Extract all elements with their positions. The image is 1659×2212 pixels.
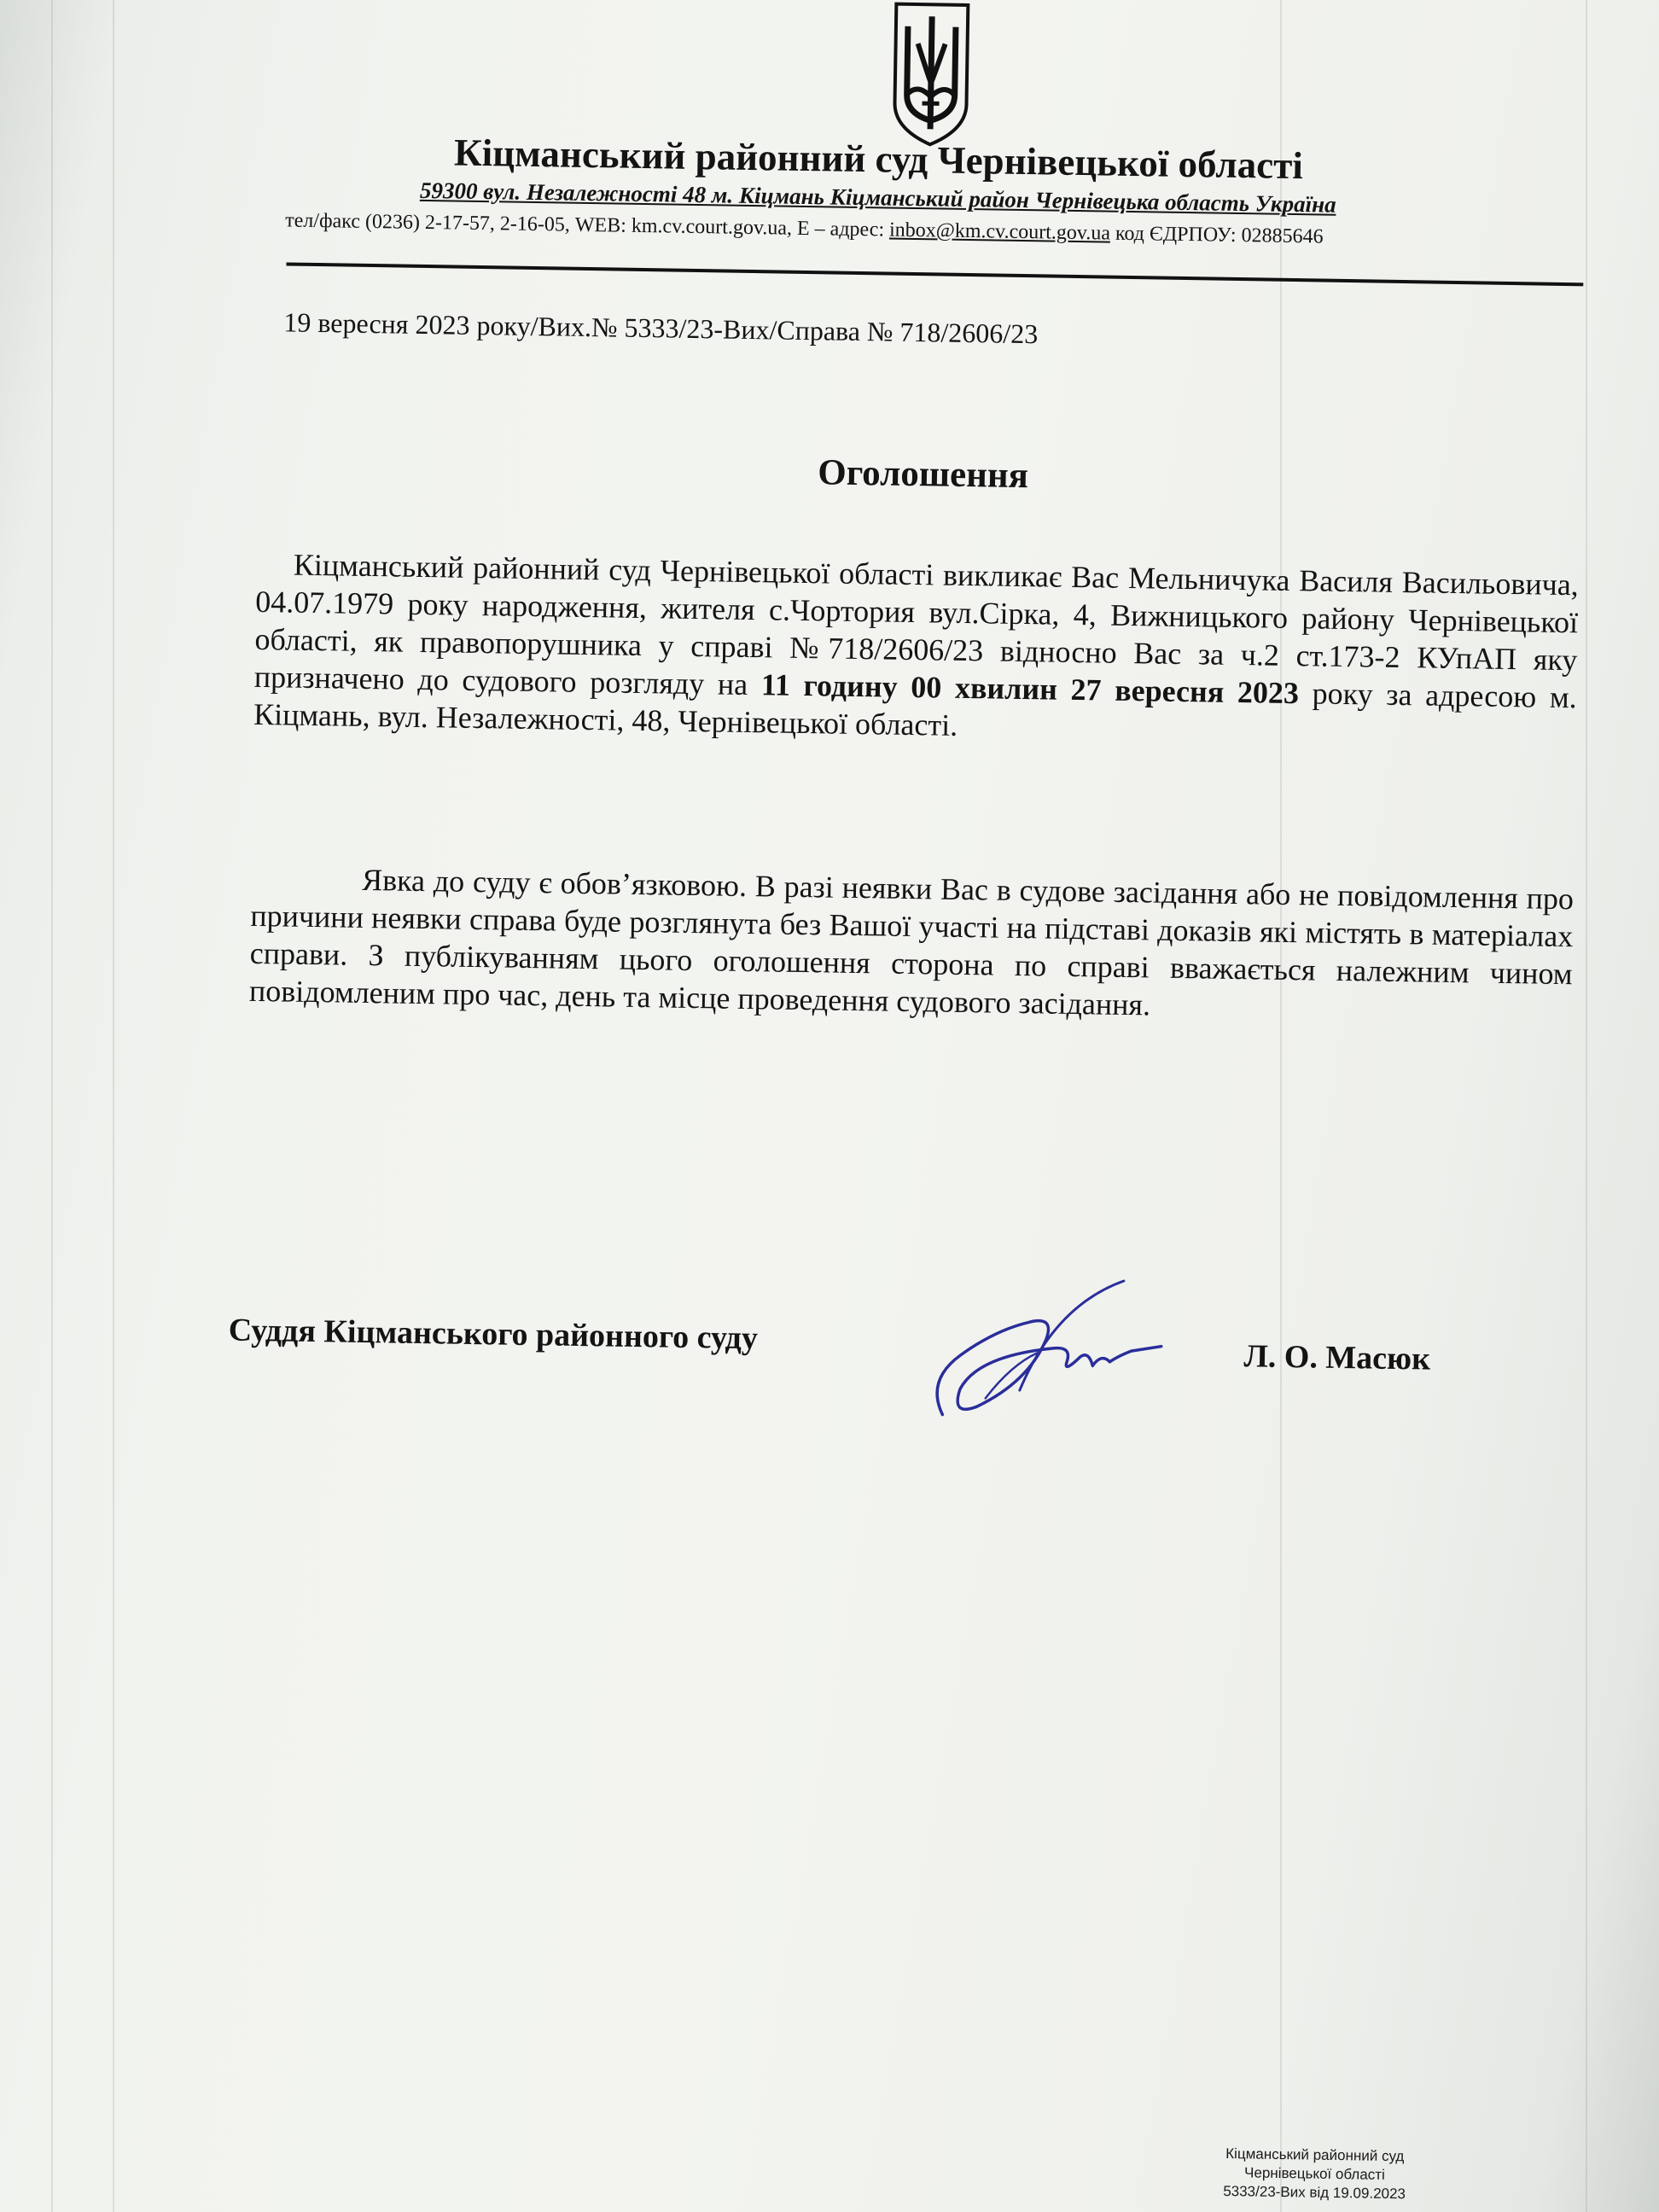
header-divider [286, 262, 1583, 286]
paragraph-text-end: року за адресою м. Кіцмань, вул. Незалежності, 48, Чернівецької області. [253, 676, 1578, 742]
email-link[interactable]: inbox@km.cv.court.gov.ua [888, 218, 1111, 245]
judge-title: Суддя Кіцманського районного суду [228, 1312, 759, 1357]
contacts-text: тел/факс (0236) 2-17-57, 2-16-05, WEB: km.cv.court.gov.ua, E – адрес: [285, 209, 890, 242]
coat-of-arms-icon [891, 1, 972, 148]
paragraph-text: Явка до суду є обов’язковою. В разі неявки Вас в судове засідання або не повідомлення про причини неявки справа буде розглянута без Вашої участі на підставі доказів які містять в матеріалах справи. З публікуванням цього оголошення сторона по справі вважається належним чином повідомленим про час, день та місце проведення судового засідання. [248, 862, 1575, 1022]
stamp-line: 5333/23-Вих від 19.09.2023 [1223, 2182, 1406, 2203]
document-heading: Оголошення [818, 452, 1029, 497]
registration-stamp [1161, 2144, 1469, 2205]
judge-name: Л. О. Масюк [1243, 1338, 1431, 1377]
stamp-line: Кіцманський районний суд [1225, 2145, 1405, 2165]
outgoing-reference: 19 вересня 2023 року/Вих.№ 5333/23-Вих/Справа № 718/2606/23 [283, 306, 1039, 350]
edrpou-code: код ЄДРПОУ: 02885646 [1109, 222, 1324, 248]
handwritten-signature [925, 1269, 1167, 1443]
paragraph-text: Кіцманський районний суд Чернівецької області викликає Вас Мельничука Василя Васильовича, 04.07.1979 року народження, жителя с.Чортория вул.Сірка, 4, Вижницького району Чернівецької області, як правопорушника у справі №718/2606/23 відносно Вас за ч.2 ст.173-2 КУпАП яку призначено до судового розгляду на [253, 547, 1580, 702]
stamp-line: Чернівецької області [1243, 2164, 1385, 2183]
court-name: Кіцманський районний суд Чернівецької області [453, 131, 1304, 188]
summons-paragraph [253, 545, 1579, 754]
court-address: 59300 вул. Незалежності 48 м. Кіцмань Кіцманський район Чернівецька область Україна [419, 177, 1336, 218]
attendance-paragraph [249, 859, 1575, 1030]
hearing-datetime: 11 годину 00 хвилин 27 вересня 2023 [760, 667, 1300, 711]
